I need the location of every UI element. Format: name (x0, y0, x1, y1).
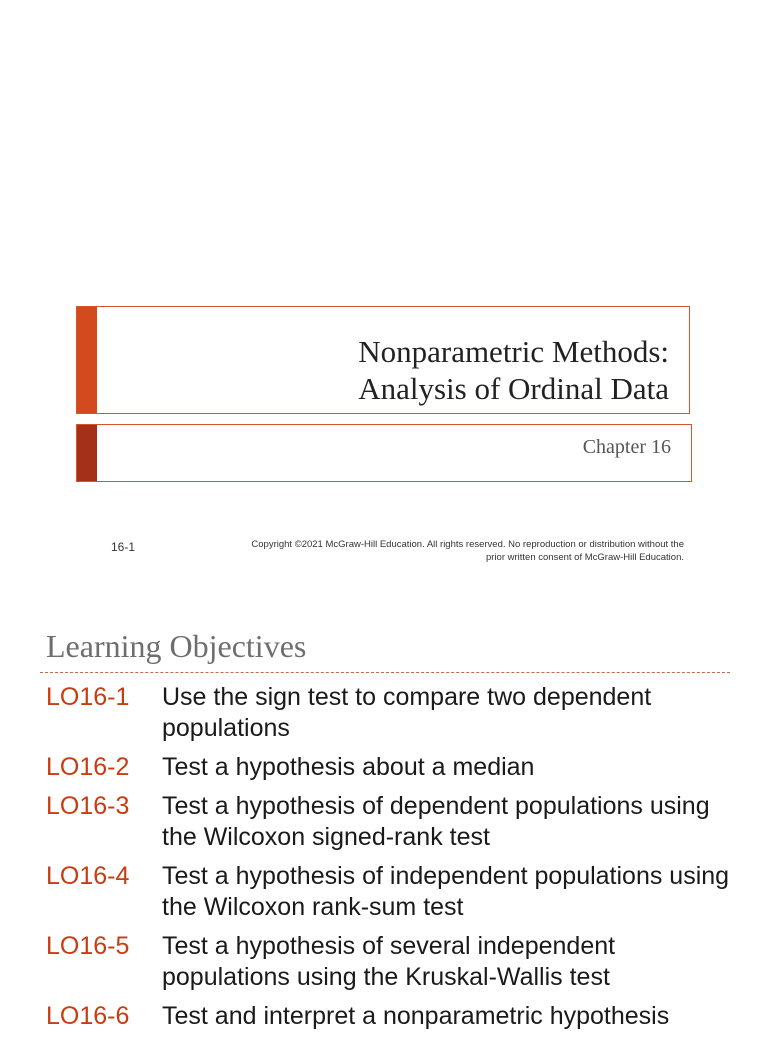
heading-divider (40, 672, 730, 673)
title-box (76, 306, 690, 414)
objective-item (46, 861, 746, 923)
objective-code: LO16-3 (46, 792, 130, 820)
slide-title (358, 333, 669, 407)
objective-text: Test and interpret a nonparametric hypothesis (162, 1002, 670, 1030)
subtitle-box (76, 424, 692, 482)
objective-item (46, 931, 746, 993)
objective-item (46, 791, 746, 853)
copyright-line-1: Copyright ©2021 McGraw-Hill Education. All rights reserved. No reproduction or distribution without the (251, 539, 684, 550)
objective-code: LO16-4 (46, 862, 130, 890)
slide-title-line-2: Analysis of Ordinal Data (358, 371, 669, 406)
objective-code: LO16-5 (46, 932, 130, 960)
objective-text: Test a hypothesis of several independent populations using the Kruskal-Wallis test (162, 932, 616, 991)
section-heading: Learning Objectives (46, 628, 307, 664)
copyright-notice (204, 538, 684, 564)
subtitle-accent-bar (77, 425, 97, 481)
objectives-list (46, 682, 746, 1040)
objective-item (46, 1001, 746, 1032)
title-accent-bar (77, 307, 97, 413)
objective-text: Test a hypothesis of dependent populations using the Wilcoxon signed-rank test (162, 792, 710, 851)
objective-code: LO16-1 (46, 683, 130, 711)
slide-number: 16-1 (111, 540, 136, 554)
slide-subtitle: Chapter 16 (582, 436, 671, 458)
objective-text: Test a hypothesis of independent populations using the Wilcoxon rank-sum test (162, 862, 730, 921)
objective-code: LO16-2 (46, 753, 130, 781)
slide-title-line-1: Nonparametric Methods: (358, 334, 669, 369)
objective-item (46, 682, 746, 744)
objective-code: LO16-6 (46, 1002, 130, 1030)
objective-text: Test a hypothesis about a median (162, 753, 535, 781)
objective-item (46, 752, 746, 783)
objective-text: Use the sign test to compare two dependent populations (162, 683, 652, 742)
copyright-line-2: prior written consent of McGraw-Hill Education. (486, 552, 684, 563)
